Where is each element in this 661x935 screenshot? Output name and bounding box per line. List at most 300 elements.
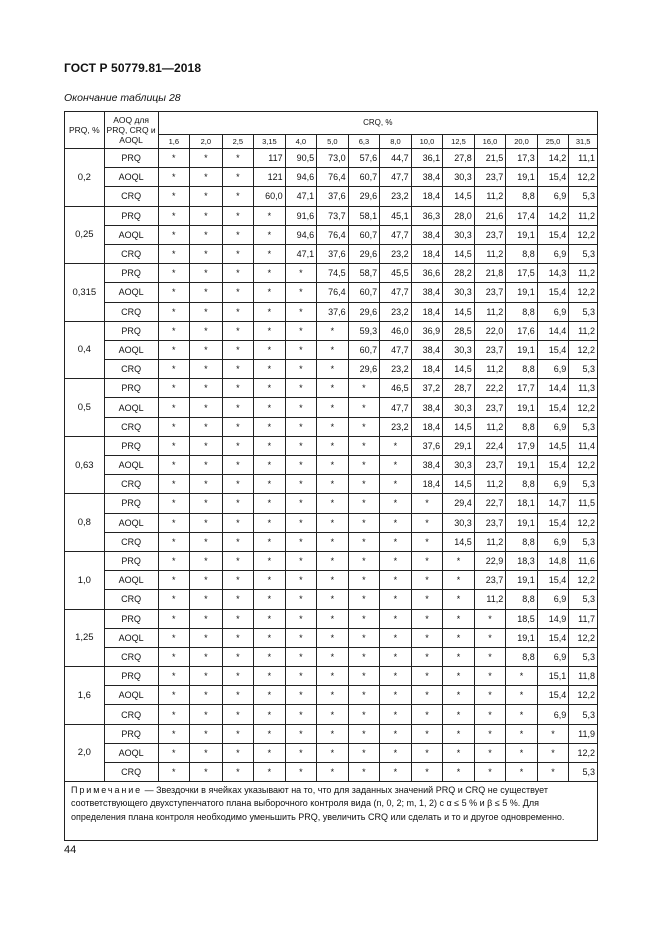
table-cell: * <box>285 686 317 705</box>
table-cell: * <box>190 436 223 455</box>
table-cell: * <box>222 456 254 475</box>
table-cell: * <box>285 532 317 551</box>
table-cell: * <box>443 551 475 570</box>
table-cell: * <box>254 360 286 379</box>
table-cell: 121 <box>254 168 286 187</box>
table-cell: * <box>158 187 190 206</box>
table-cell: 58,7 <box>348 264 380 283</box>
table-cell: 36,6 <box>411 264 443 283</box>
table-cell: 30,3 <box>443 225 475 244</box>
table-cell: * <box>285 609 317 628</box>
table-cell: * <box>222 225 254 244</box>
table-cell: * <box>190 667 223 686</box>
table-cell: 21,8 <box>474 264 506 283</box>
table-cell: * <box>474 743 506 762</box>
table-cell: * <box>317 667 349 686</box>
table-row <box>65 667 598 686</box>
table-cell: 12,2 <box>569 168 598 187</box>
table-cell: 29,6 <box>348 360 380 379</box>
table-cell: * <box>317 571 349 590</box>
table-cell: * <box>254 705 286 724</box>
table-cell: * <box>222 590 254 609</box>
table-cell: 18,3 <box>506 551 538 570</box>
table-row <box>65 283 598 302</box>
table-cell: 14,5 <box>443 532 475 551</box>
table-cell: 23,7 <box>474 225 506 244</box>
table-cell: 8,8 <box>506 302 538 321</box>
table-cell: 29,1 <box>443 436 475 455</box>
prq-group-cell: 0,8 <box>65 494 105 552</box>
table-cell: 11,2 <box>569 206 598 225</box>
table-cell: 23,7 <box>474 340 506 359</box>
table-cell: 6,9 <box>537 302 569 321</box>
table-cell: 14,5 <box>443 417 475 436</box>
table-cell: 12,2 <box>569 686 598 705</box>
table-cell: * <box>380 532 412 551</box>
table-cell: * <box>380 551 412 570</box>
table-cell: * <box>254 244 286 263</box>
prq-group-cell: 2,0 <box>65 724 105 782</box>
table-cell: * <box>222 436 254 455</box>
table-cell: * <box>317 551 349 570</box>
table-cell: * <box>380 686 412 705</box>
row-label-cell: AOQL <box>104 225 158 244</box>
table-cell: 14,5 <box>443 302 475 321</box>
table-row <box>65 149 598 168</box>
table-cell: * <box>348 417 380 436</box>
table-cell: * <box>380 475 412 494</box>
table-cell: * <box>222 532 254 551</box>
table-cell: * <box>158 225 190 244</box>
table-cell: * <box>222 667 254 686</box>
crq-value-header: 2,5 <box>222 135 254 149</box>
table-row <box>65 206 598 225</box>
table-cell: * <box>537 763 569 782</box>
row-label-cell: PRQ <box>104 436 158 455</box>
table-cell: 12,2 <box>569 283 598 302</box>
table-cell: 47,7 <box>380 168 412 187</box>
table-cell: * <box>443 763 475 782</box>
row-label-cell: AOQL <box>104 283 158 302</box>
prq-group-cell: 1,0 <box>65 551 105 609</box>
table-cell: * <box>411 743 443 762</box>
table-cell: * <box>285 494 317 513</box>
table-cell: * <box>190 264 223 283</box>
table-cell: * <box>443 724 475 743</box>
table-cell: * <box>254 743 286 762</box>
table-cell: 46,0 <box>380 321 412 340</box>
table-cell: 28,0 <box>443 206 475 225</box>
row-label-cell: CRQ <box>104 475 158 494</box>
table-cell: * <box>254 532 286 551</box>
table-cell: * <box>190 705 223 724</box>
table-cell: * <box>222 513 254 532</box>
table-cell: * <box>411 513 443 532</box>
row-label-cell: AOQL <box>104 513 158 532</box>
row-label-cell: CRQ <box>104 360 158 379</box>
table-cell: 11,3 <box>569 379 598 398</box>
table-cell: * <box>348 398 380 417</box>
table-cell: 8,8 <box>506 475 538 494</box>
table-cell: * <box>411 494 443 513</box>
table-cell: * <box>285 340 317 359</box>
table-cell: 12,2 <box>569 225 598 244</box>
table-cell: 18,5 <box>506 609 538 628</box>
table-cell: * <box>317 436 349 455</box>
table-cell: 30,3 <box>443 513 475 532</box>
table-cell: * <box>158 571 190 590</box>
row-label-cell: PRQ <box>104 149 158 168</box>
table-cell: 37,6 <box>411 436 443 455</box>
table-cell: * <box>222 705 254 724</box>
table-cell: 15,1 <box>537 667 569 686</box>
table-cell: * <box>254 571 286 590</box>
table-cell: 17,9 <box>506 436 538 455</box>
crq-value-header: 31,5 <box>569 135 598 149</box>
table-cell: 29,6 <box>348 187 380 206</box>
table-cell: * <box>285 264 317 283</box>
col-header-aoq: AOQ для PRQ, CRQ и AOQL <box>104 112 158 149</box>
prq-group-cell: 0,2 <box>65 149 105 207</box>
table-cell: 6,9 <box>537 532 569 551</box>
table-cell: 18,4 <box>411 417 443 436</box>
table-cell: * <box>190 149 223 168</box>
row-label-cell: AOQL <box>104 571 158 590</box>
table-cell: * <box>411 705 443 724</box>
table-cell: 11,2 <box>474 187 506 206</box>
table-cell: 45,5 <box>380 264 412 283</box>
table-cell: * <box>348 551 380 570</box>
table-cell: * <box>190 244 223 263</box>
table-cell: 6,9 <box>537 590 569 609</box>
table-cell: 22,2 <box>474 379 506 398</box>
table-cell: * <box>158 628 190 647</box>
table-cell: * <box>158 360 190 379</box>
table-cell: * <box>348 590 380 609</box>
table-cell: 6,9 <box>537 187 569 206</box>
table-cell: * <box>285 647 317 666</box>
table-cell: 47,7 <box>380 225 412 244</box>
crq-value-header: 8,0 <box>380 135 412 149</box>
table-cell: * <box>443 609 475 628</box>
crq-value-header: 3,15 <box>254 135 286 149</box>
table-cell: * <box>158 494 190 513</box>
table-row <box>65 398 598 417</box>
table-cell: * <box>158 244 190 263</box>
table-cell: 5,3 <box>569 302 598 321</box>
table-cell: 76,4 <box>317 168 349 187</box>
table-cell: 94,6 <box>285 168 317 187</box>
row-label-cell: CRQ <box>104 244 158 263</box>
table-cell: * <box>254 321 286 340</box>
table-cell: * <box>254 398 286 417</box>
table-cell: * <box>348 513 380 532</box>
table-cell: * <box>411 763 443 782</box>
table-cell: * <box>254 302 286 321</box>
table-cell: * <box>254 475 286 494</box>
table-cell: * <box>474 686 506 705</box>
prq-group-cell: 0,5 <box>65 379 105 437</box>
table-cell: * <box>222 724 254 743</box>
table-cell: 117 <box>254 149 286 168</box>
table-cell: * <box>254 628 286 647</box>
table-cell: * <box>380 609 412 628</box>
table-cell: 30,3 <box>443 340 475 359</box>
table-cell: 22,4 <box>474 436 506 455</box>
page-number: 44 <box>64 844 77 856</box>
table-cell: * <box>411 628 443 647</box>
row-label-cell: PRQ <box>104 724 158 743</box>
table-cell: 11,2 <box>474 244 506 263</box>
table-cell: * <box>411 551 443 570</box>
table-row <box>65 628 598 647</box>
table-cell: * <box>348 456 380 475</box>
table-cell: * <box>285 724 317 743</box>
table-cell: 60,7 <box>348 225 380 244</box>
table-cell: * <box>380 724 412 743</box>
table-cell: 38,4 <box>411 456 443 475</box>
table-cell: 11,2 <box>474 532 506 551</box>
table-cell: 76,4 <box>317 283 349 302</box>
table-cell: * <box>190 379 223 398</box>
table-cell: * <box>411 724 443 743</box>
table-cell: 11,7 <box>569 609 598 628</box>
table-cell: * <box>411 686 443 705</box>
table-cell: 11,2 <box>569 264 598 283</box>
table-cell: 8,8 <box>506 417 538 436</box>
table-row <box>65 513 598 532</box>
table-cell: * <box>474 705 506 724</box>
table-cell: * <box>348 686 380 705</box>
table-cell: * <box>158 513 190 532</box>
row-label-cell: CRQ <box>104 647 158 666</box>
crq-value-header: 4,0 <box>285 135 317 149</box>
table-cell: * <box>285 379 317 398</box>
table-cell: 90,5 <box>285 149 317 168</box>
table-cell: 11,1 <box>569 149 598 168</box>
table-cell: * <box>380 590 412 609</box>
table-cell: 14,9 <box>537 609 569 628</box>
table-cell: * <box>222 149 254 168</box>
table-cell: * <box>190 686 223 705</box>
table-cell: * <box>380 436 412 455</box>
table-cell: * <box>254 590 286 609</box>
table-cell: * <box>222 763 254 782</box>
table-cell: 28,7 <box>443 379 475 398</box>
table-cell: * <box>222 321 254 340</box>
table-cell: 15,4 <box>537 628 569 647</box>
table-row <box>65 743 598 762</box>
row-label-cell: CRQ <box>104 532 158 551</box>
table-cell: 6,9 <box>537 705 569 724</box>
table-cell: 21,6 <box>474 206 506 225</box>
table-cell: 8,8 <box>506 360 538 379</box>
row-label-cell: CRQ <box>104 302 158 321</box>
table-cell: * <box>190 590 223 609</box>
table-cell: 74,5 <box>317 264 349 283</box>
table-cell: * <box>158 456 190 475</box>
table-cell: * <box>254 456 286 475</box>
table-cell: 18,4 <box>411 360 443 379</box>
table-row <box>65 321 598 340</box>
table-cell: * <box>254 551 286 570</box>
table-cell: * <box>190 532 223 551</box>
table-cell: * <box>380 628 412 647</box>
table-cell: 15,4 <box>537 168 569 187</box>
table-cell: * <box>254 513 286 532</box>
table-cell: 23,2 <box>380 417 412 436</box>
note-dash: — <box>142 785 157 796</box>
table-cell: * <box>190 168 223 187</box>
table-cell: * <box>158 647 190 666</box>
table-cell: * <box>506 743 538 762</box>
table-cell: * <box>348 763 380 782</box>
prq-group-cell: 1,6 <box>65 667 105 725</box>
table-cell: 47,7 <box>380 283 412 302</box>
table-cell: * <box>348 743 380 762</box>
table-cell: 17,4 <box>506 206 538 225</box>
table-cell: * <box>474 647 506 666</box>
crq-value-header: 1,6 <box>158 135 190 149</box>
crq-value-header: 5,0 <box>317 135 349 149</box>
table-cell: * <box>222 647 254 666</box>
table-cell: * <box>190 494 223 513</box>
table-cell: 6,9 <box>537 647 569 666</box>
table-cell: * <box>158 475 190 494</box>
table-cell: * <box>190 283 223 302</box>
table-cell: 19,1 <box>506 168 538 187</box>
table-cell: 57,6 <box>348 149 380 168</box>
note-heading: Примечание <box>71 785 143 796</box>
table-cell: 12,2 <box>569 628 598 647</box>
table-cell: * <box>158 379 190 398</box>
table-cell: 5,3 <box>569 475 598 494</box>
table-cell: * <box>222 206 254 225</box>
table-cell: 14,5 <box>443 475 475 494</box>
table-cell: 60,7 <box>348 168 380 187</box>
table-row <box>65 686 598 705</box>
table-cell: * <box>537 724 569 743</box>
table-cell: 8,8 <box>506 647 538 666</box>
table-cell: * <box>158 743 190 762</box>
table-cell: * <box>474 628 506 647</box>
table-cell: * <box>348 724 380 743</box>
table-cell: * <box>506 667 538 686</box>
table-cell: * <box>158 283 190 302</box>
table-cell: * <box>317 743 349 762</box>
table-cell: * <box>285 436 317 455</box>
table-cell: 38,4 <box>411 283 443 302</box>
table-cell: * <box>317 532 349 551</box>
row-label-cell: AOQL <box>104 456 158 475</box>
table-cell: * <box>158 705 190 724</box>
table-cell: * <box>158 340 190 359</box>
table-cell: * <box>443 590 475 609</box>
table-cell: * <box>158 302 190 321</box>
table-cell: 47,1 <box>285 244 317 263</box>
row-label-cell: AOQL <box>104 340 158 359</box>
table-cell: * <box>158 206 190 225</box>
table-cell: 12,2 <box>569 456 598 475</box>
table-cell: * <box>348 667 380 686</box>
table-cell: 28,5 <box>443 321 475 340</box>
table-cell: * <box>222 340 254 359</box>
table-cell: * <box>222 551 254 570</box>
table-cell: * <box>348 532 380 551</box>
table-cell: * <box>190 321 223 340</box>
table-cell: 5,3 <box>569 705 598 724</box>
table-cell: * <box>317 379 349 398</box>
prq-group-cell: 0,63 <box>65 436 105 494</box>
row-label-cell: PRQ <box>104 667 158 686</box>
table-cell: 47,1 <box>285 187 317 206</box>
table-cell: * <box>411 667 443 686</box>
table-cell: 5,3 <box>569 360 598 379</box>
table-cell: * <box>222 187 254 206</box>
table-cell: * <box>222 494 254 513</box>
table-cell: * <box>411 590 443 609</box>
row-label-cell: PRQ <box>104 206 158 225</box>
table-cell: * <box>443 647 475 666</box>
table-cell: * <box>190 360 223 379</box>
table-cell: 5,3 <box>569 244 598 263</box>
table-cell: 5,3 <box>569 532 598 551</box>
table-row <box>65 302 598 321</box>
table-cell: 14,5 <box>443 360 475 379</box>
table-cell: * <box>222 360 254 379</box>
table-cell: * <box>158 436 190 455</box>
table-cell: * <box>317 705 349 724</box>
table-cell: 36,1 <box>411 149 443 168</box>
row-label-cell: AOQL <box>104 628 158 647</box>
table-cell: * <box>285 571 317 590</box>
table-cell: * <box>158 417 190 436</box>
table-cell: * <box>254 436 286 455</box>
crq-value-header: 12,5 <box>443 135 475 149</box>
prq-group-cell: 0,315 <box>65 264 105 322</box>
table-cell: * <box>348 494 380 513</box>
table-cell: 19,1 <box>506 628 538 647</box>
table-cell: 23,7 <box>474 168 506 187</box>
table-cell: * <box>190 571 223 590</box>
table-cell: 18,1 <box>506 494 538 513</box>
table-cell: * <box>443 571 475 590</box>
table-row <box>65 264 598 283</box>
table-cell: 23,7 <box>474 283 506 302</box>
table-cell: * <box>380 571 412 590</box>
row-label-cell: PRQ <box>104 551 158 570</box>
table-cell: * <box>285 302 317 321</box>
table-cell: * <box>254 647 286 666</box>
table-cell: 11,2 <box>474 302 506 321</box>
table-cell: * <box>222 283 254 302</box>
table-cell: 76,4 <box>317 225 349 244</box>
table-cell: * <box>285 590 317 609</box>
table-cell: 46,5 <box>380 379 412 398</box>
table-cell: * <box>317 360 349 379</box>
table-row <box>65 571 598 590</box>
table-cell: * <box>190 743 223 762</box>
table-cell: * <box>380 513 412 532</box>
table-cell: 59,3 <box>348 321 380 340</box>
table-cell: 22,0 <box>474 321 506 340</box>
table-cell: * <box>254 724 286 743</box>
table-cell: * <box>506 763 538 782</box>
table-cell: * <box>222 743 254 762</box>
table-cell: 6,9 <box>537 360 569 379</box>
table-cell: * <box>317 475 349 494</box>
table-cell: 30,3 <box>443 398 475 417</box>
